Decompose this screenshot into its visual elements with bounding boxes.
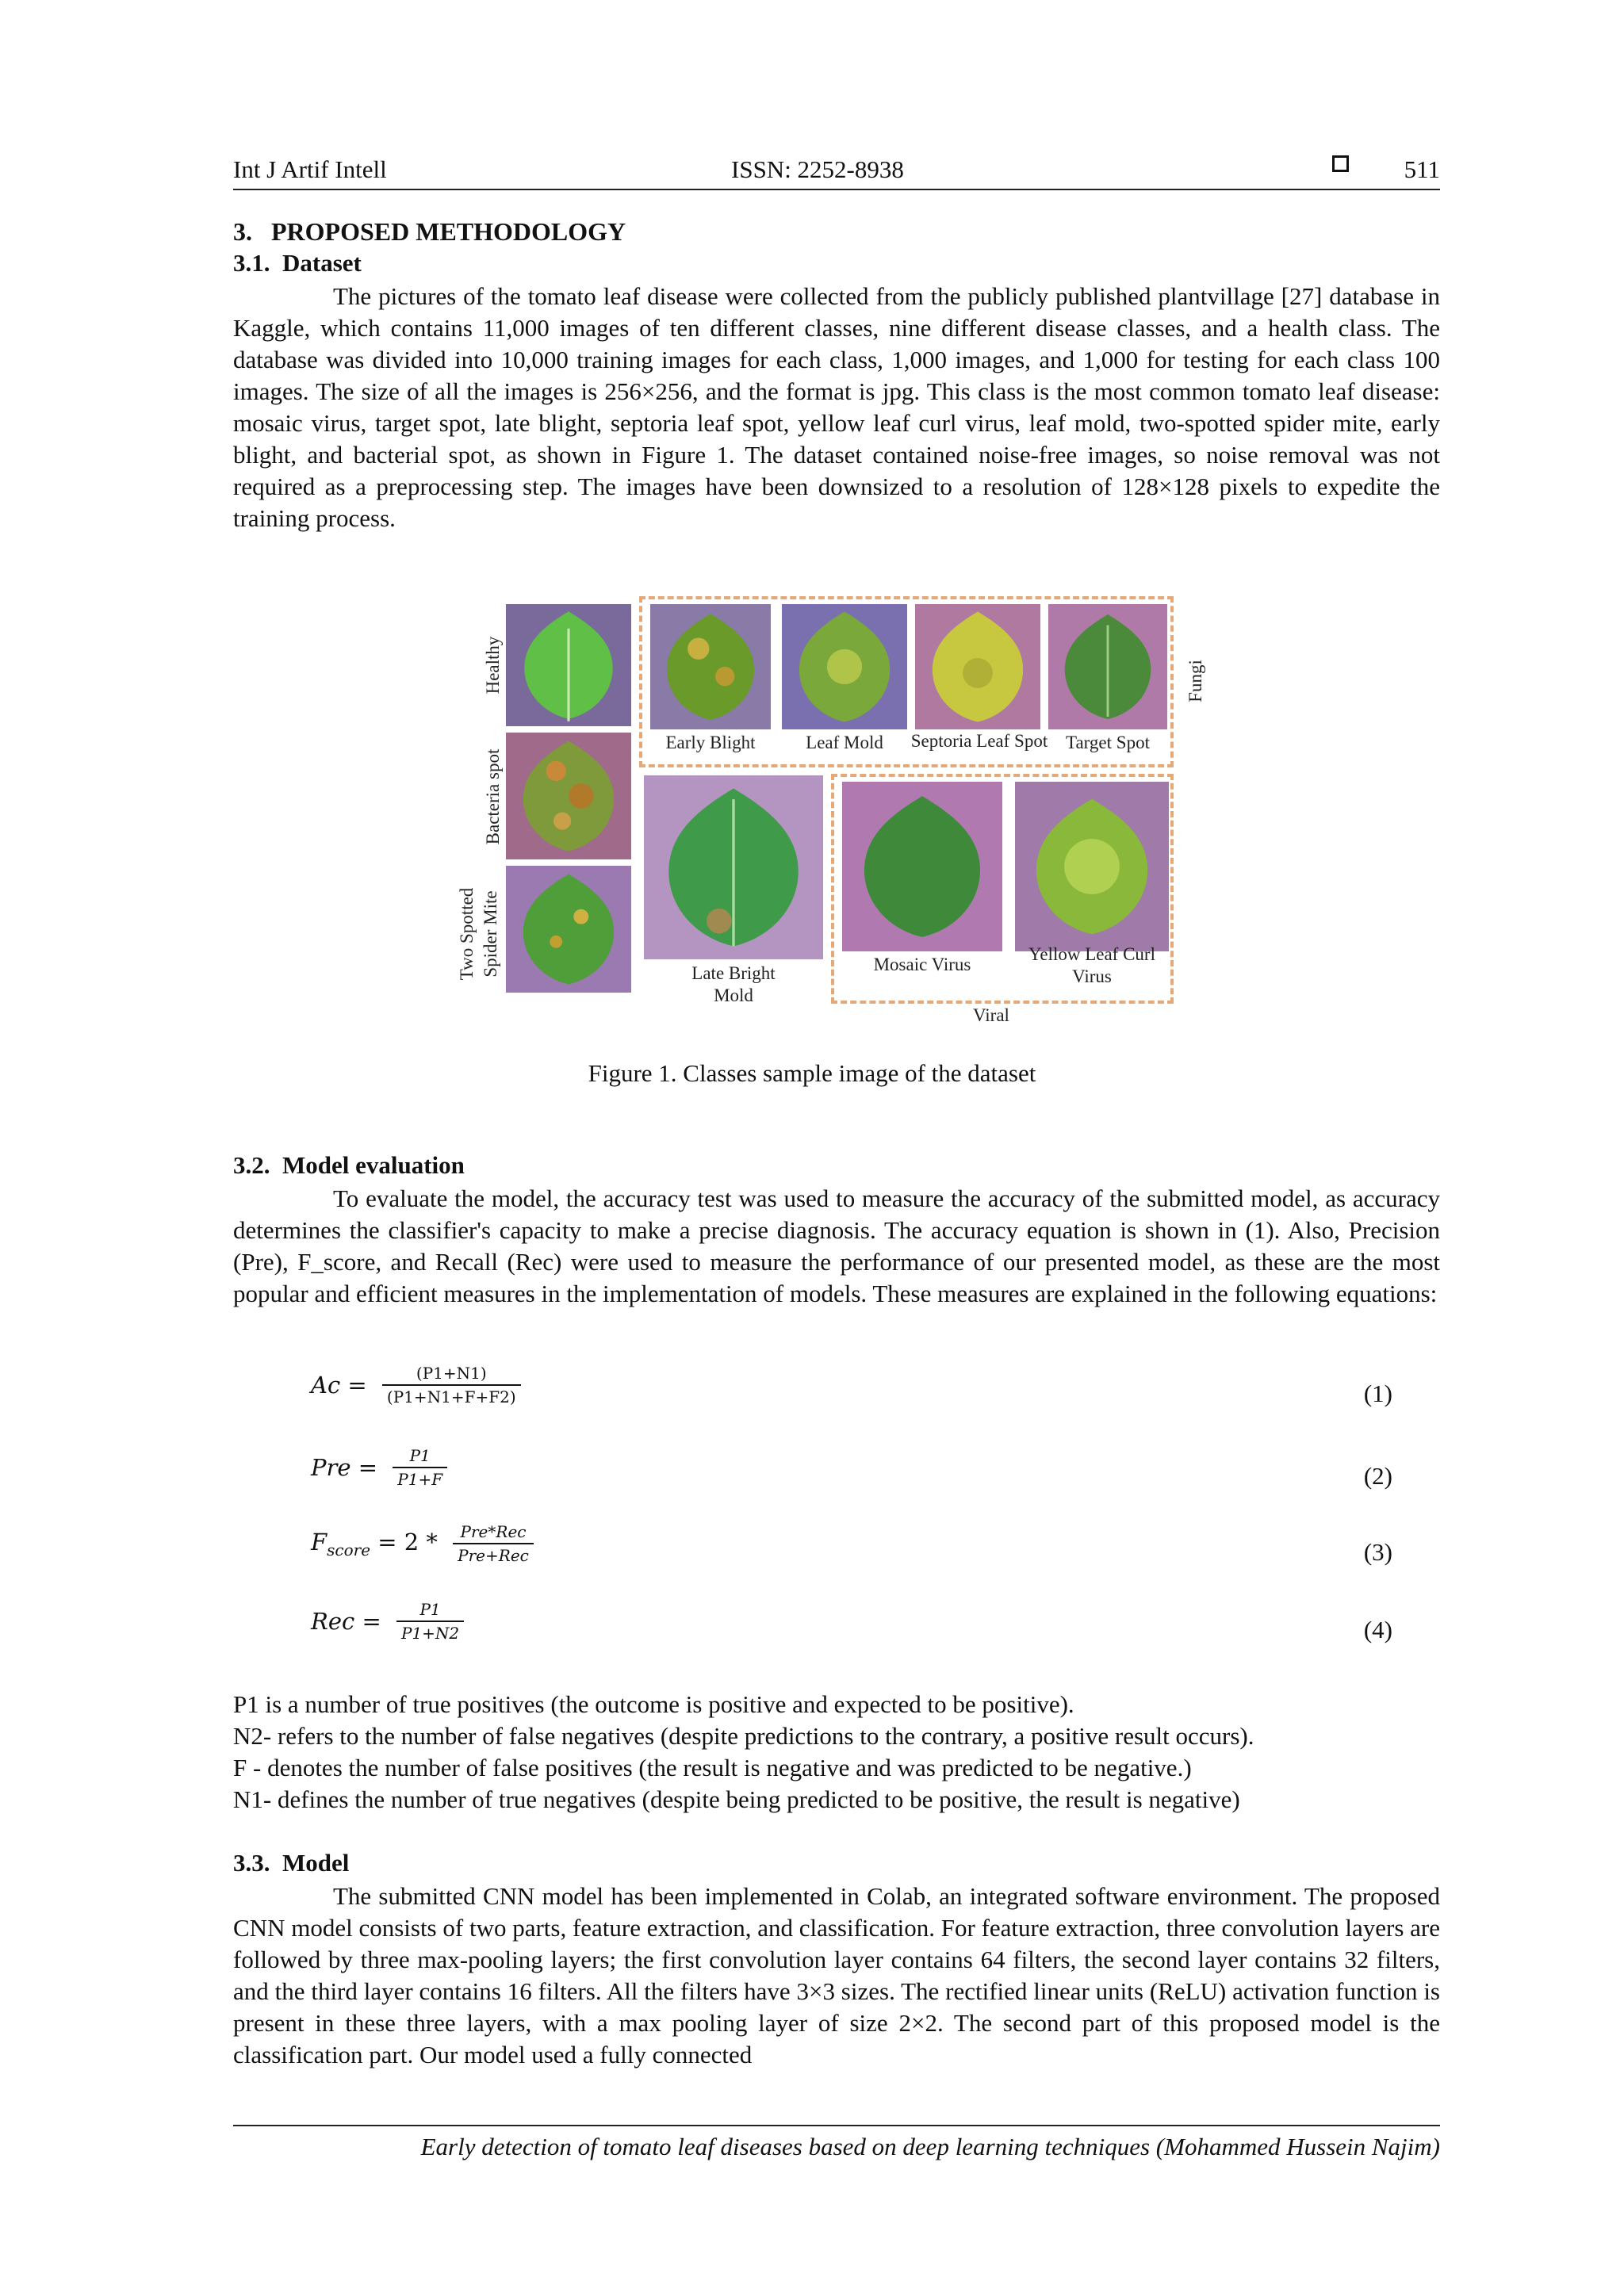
- eq3-lhs: [311, 1529, 438, 1559]
- label-late-bright-line1: Late Bright: [691, 963, 776, 983]
- label-late-bright-mold: [644, 962, 823, 1007]
- equation-fscore: [311, 1521, 534, 1584]
- eq3-denominator: Pre+Rec: [458, 1546, 529, 1565]
- eq3-lhs-sub: score: [327, 1540, 371, 1559]
- bacteria-spot-leaf-image: [506, 733, 631, 859]
- eq3-numerator: Pre*Rec: [453, 1521, 534, 1544]
- running-footer: Early detection of tomato leaf diseases based on deep learning techniques (Mohammed Hussein Najim): [420, 2133, 1440, 2160]
- late-blight-leaf-image: [644, 775, 823, 959]
- eq2-number: (2): [1363, 1462, 1392, 1490]
- figure-caption: Figure 1. Classes sample image of the dataset: [588, 1059, 1036, 1087]
- label-yellow-line2: Virus: [1072, 966, 1112, 986]
- section-title: 3. PROPOSED METHODOLOGY: [233, 217, 626, 246]
- eq4-lhs: Rec =: [311, 1608, 381, 1635]
- label-septoria: Septoria Leaf Spot: [910, 731, 1048, 751]
- definition-p1: P1 is a number of true positives (the outcome is positive and expected to be positive).: [233, 1690, 1074, 1718]
- footer-rule: [233, 2125, 1440, 2126]
- subsection-title-evaluation: 3.2. Model evaluation: [233, 1151, 465, 1179]
- label-healthy: Healthy: [483, 636, 503, 695]
- label-yellow-line1: Yellow Leaf Curl: [1028, 944, 1155, 964]
- label-two-spotted-line2: Spider Mite: [481, 890, 500, 978]
- eq1-lhs: Ac =: [311, 1372, 367, 1399]
- septoria-leaf-image: [915, 604, 1040, 729]
- label-two-spotted: [455, 871, 503, 997]
- equation-precision: [311, 1445, 447, 1508]
- running-header: [233, 155, 1440, 190]
- label-viral: Viral: [973, 1005, 1009, 1025]
- label-early-blight: Early Blight: [665, 733, 756, 752]
- leaf-mold-leaf-image: [782, 604, 907, 729]
- eq4-denominator: P1+N2: [400, 1624, 460, 1643]
- healthy-leaf-image: [506, 604, 631, 726]
- evaluation-paragraph: To evaluate the model, the accuracy test was used to measure the accuracy of the submitted model, as accuracy determines the classifier's capacity to make a precise diagnosis. The accuracy equation is shown in (1). Also, Precision (Pre), F_score, and Recall (Rec) were used to measure the performance of our presented model, as these are the most popular and efficient measures in the implementation of models. These measures are explained in the following equations:: [233, 1184, 1440, 1307]
- issn: ISSN: 2252-8938: [731, 155, 904, 183]
- equation-recall: [311, 1598, 464, 1662]
- early-blight-leaf-image: [650, 604, 771, 729]
- label-two-spotted-line1: Two Spotted: [457, 887, 477, 981]
- model-paragraph: The submitted CNN model has been implemented in Colab, an integrated software environment. The proposed CNN model consists of two parts, feature extraction, and classification. For feature extraction, three convolution layers are followed by three max-pooling layers; the first convolution layer contains 64 filters, the second layer contains 32 filters, and the third layer contains 16 filters. All the filters have 3×3 sizes. The rectified linear units (ReLU) activation function is present in these three layers, with a max pooling layer of size 2×2. The second part of this proposed model is the classification part. Our model used a fully connected: [233, 1882, 1440, 2068]
- dataset-paragraph: The pictures of the tomato leaf disease were collected from the publicly published plantvillage [27] database in Kaggle, which contains 11,000 images of ten different classes, nine different disease classes, and a health class. The database was divided into 10,000 training images for each class, 1,000 images, and 1,000 for testing for each class 100 images. The size of all the images is 256×256, and the format is jpg. This class is the most common tomato leaf disease: mosaic virus, target spot, late blight, septoria leaf spot, yellow leaf curl virus, leaf mold, two-spotted spider mite, early blight, and bacterial spot, as shown in Figure 1. The dataset contained noise-free images, so noise removal was not required as a preprocessing step. The images have been downsized to a resolution of 128×128 pixels to expedite the training process.: [233, 282, 1440, 532]
- eq1-numerator: (P1+N1): [382, 1362, 521, 1386]
- eq3-number: (3): [1363, 1538, 1392, 1566]
- eq3-lhs-main: F: [311, 1528, 327, 1556]
- eq1-denominator: (P1+N1+F+F2): [386, 1387, 516, 1406]
- header-rule: [233, 189, 1440, 190]
- figure-classes: [452, 593, 1229, 1029]
- equation-accuracy: [311, 1362, 521, 1425]
- page-number: 511: [1404, 155, 1440, 183]
- eq4-number: (4): [1363, 1616, 1392, 1644]
- label-mosaic-virus: Mosaic Virus: [873, 955, 971, 974]
- journal-name: Int J Artif Intell: [233, 155, 387, 183]
- eq2-lhs: Pre =: [311, 1454, 378, 1481]
- label-bacteria-spot: Bacteria spot: [483, 748, 503, 845]
- subsection-title-model: 3.3. Model: [233, 1849, 350, 1877]
- eq1-number: (1): [1363, 1380, 1392, 1407]
- eq2-numerator: P1: [393, 1445, 447, 1468]
- label-target-spot: Target Spot: [1066, 733, 1150, 752]
- spider-mite-leaf-image: [506, 866, 631, 993]
- subsection-title-dataset: 3.1. Dataset: [233, 249, 362, 277]
- label-leaf-mold: Leaf Mold: [806, 733, 883, 752]
- yellow-leaf-curl-leaf-image: [1015, 782, 1169, 951]
- definition-n1: N1- defines the number of true negatives (despite being predicted to be positive, the result is negative): [233, 1785, 1240, 1813]
- definition-f: F - denotes the number of false positives (the result is negative and was predicted to be negative.): [233, 1754, 1192, 1781]
- target-spot-leaf-image: [1048, 604, 1167, 729]
- mosaic-virus-leaf-image: [842, 782, 1002, 951]
- eq4-numerator: P1: [396, 1598, 464, 1622]
- label-late-bright-line2: Mold: [714, 985, 753, 1005]
- eq2-denominator: P1+F: [397, 1470, 443, 1489]
- eq3-lhs-rest: = 2 *: [370, 1528, 438, 1556]
- label-yellow-leaf-curl: [1009, 943, 1175, 988]
- label-fungi: Fungi: [1185, 660, 1205, 702]
- definition-n2: N2- refers to the number of false negatives (despite predictions to the contrary, a positive result occurs).: [233, 1722, 1254, 1750]
